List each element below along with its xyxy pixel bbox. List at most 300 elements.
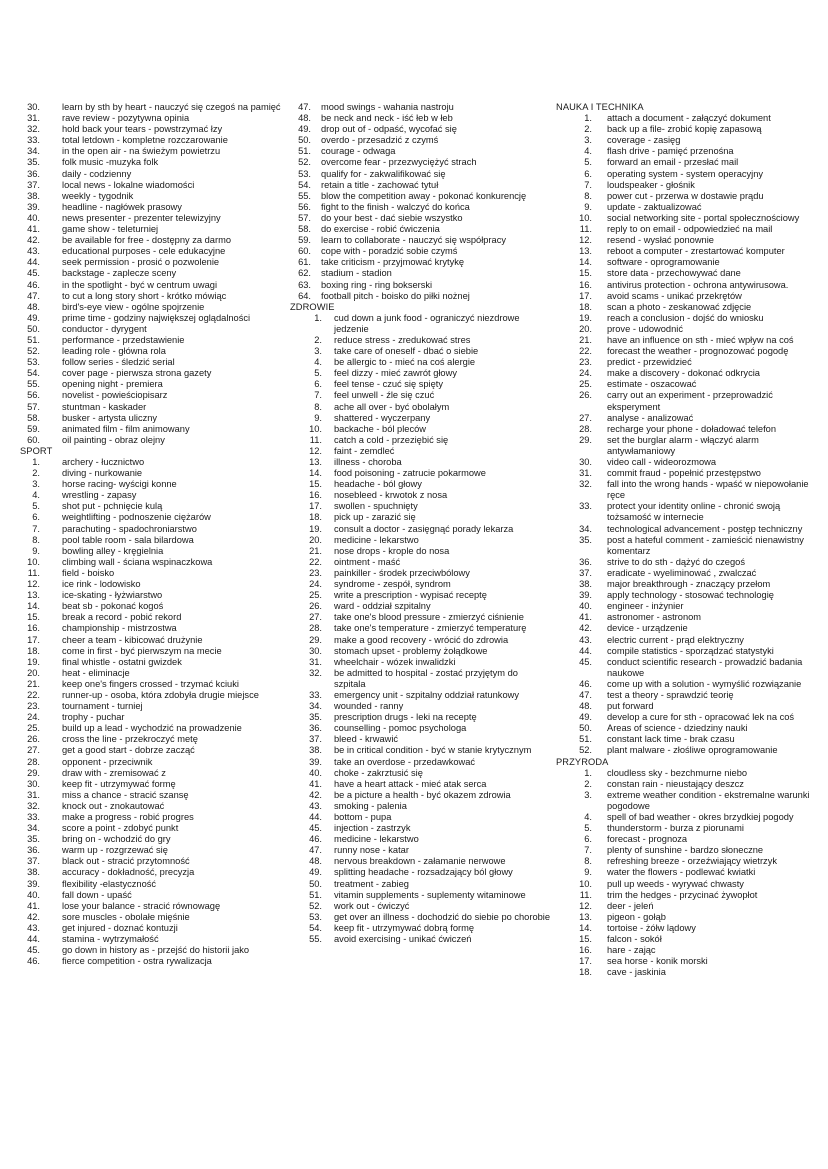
vocab-entry (290, 490, 552, 501)
vocab-entry (290, 834, 552, 845)
entry-number: 51. (309, 889, 322, 900)
entry-text: football pitch - boisko do piłki nożnej (321, 290, 470, 301)
vocab-entry (556, 890, 826, 901)
vocab-section (290, 102, 552, 302)
entry-text: diving - nurkowanie (62, 468, 143, 479)
entry-number: 27. (579, 412, 592, 423)
vocab-entry (20, 490, 288, 501)
entry-text: estimate - oszacować (607, 379, 697, 390)
vocab-entry (290, 823, 552, 834)
vocab-entry (20, 413, 288, 424)
column-1 (20, 102, 288, 967)
vocab-entry (556, 967, 826, 978)
vocab-entry (556, 379, 826, 390)
vocab-entry (290, 191, 552, 202)
entry-text: take one's temperature - zmierzyć temperaturę (334, 623, 527, 634)
entry-text: runner-up - osoba, która zdobyła drugie miejsce (62, 689, 259, 700)
entry-number: 28. (27, 756, 40, 767)
vocab-entry (20, 291, 288, 302)
entry-text: video call - wideorozmowa (607, 457, 717, 467)
entry-number: 12. (579, 900, 592, 911)
vocab-entry (556, 768, 826, 779)
vocab-entry (20, 457, 288, 468)
entry-text: total letdown - kompletne rozczarowanie (62, 135, 228, 146)
vocab-entry (20, 157, 288, 168)
vocab-entry (556, 635, 826, 646)
vocab-entry (556, 945, 826, 956)
entry-number: 35. (27, 834, 40, 845)
vocab-entry (556, 901, 826, 912)
vocab-entry (290, 102, 552, 113)
entry-number: 45. (579, 656, 592, 667)
entry-text: bowling alley - kręgielnia (62, 545, 164, 556)
entry-text: test a theory - sprawdzić teorię (607, 689, 734, 700)
entry-text: ice-skating - łyżwiarstwo (62, 590, 163, 601)
vocab-entry (290, 646, 552, 657)
vocab-entry (556, 246, 826, 257)
entry-text: learn by sth by heart - nauczyć się czegoś na pamięć (62, 102, 281, 112)
entry-text: constan rain - nieustający deszcz (607, 778, 744, 789)
entry-number: 24. (579, 368, 592, 379)
entry-text: in the spotlight - być w centrum uwagi (62, 279, 218, 290)
vocab-entry (556, 734, 826, 745)
entry-text: follow series - śledzić serial (62, 357, 175, 368)
entry-number: 33. (27, 812, 40, 822)
entry-text: oil painting - obraz olejny (62, 434, 165, 445)
vocab-entry (290, 446, 552, 457)
entry-text: resend - wysłać ponownie (607, 235, 714, 246)
vocab-entry (556, 224, 826, 235)
entry-text: opponent - przeciwnik (62, 756, 153, 767)
entry-text: shot put - pchnięcie kulą (62, 501, 163, 512)
entry-number: 14. (579, 257, 592, 268)
vocab-entry (290, 623, 552, 634)
vocab-entry (556, 146, 826, 157)
entry-text: knock out - znokautować (62, 800, 165, 811)
vocab-entry (20, 923, 288, 934)
vocab-entry (290, 723, 552, 734)
entry-number: 52. (579, 745, 592, 756)
entry-number: 30. (27, 102, 40, 112)
entry-text: nosebleed - krwotok z nosa (334, 490, 448, 501)
entry-number: 2. (314, 334, 322, 345)
vocab-entry (290, 867, 552, 878)
vocab-entry (556, 346, 826, 357)
vocab-entry (290, 712, 552, 723)
entry-number: 35. (27, 157, 40, 168)
entry-number: 38. (579, 579, 592, 590)
entry-text: fight to the finish - walczyć do końca (321, 201, 470, 212)
vocab-entry (20, 191, 288, 202)
entry-text: cross the line - przekroczyć metę (62, 734, 198, 745)
entry-number: 62. (298, 268, 311, 279)
vocab-entry (20, 801, 288, 812)
entry-number: 29. (579, 434, 592, 445)
vocab-entry (290, 934, 552, 945)
vocab-entry (290, 790, 552, 801)
vocab-entry (556, 501, 826, 523)
entry-text: leading role - główna rola (62, 346, 166, 357)
vocab-entry (290, 257, 552, 268)
vocab-entry (556, 479, 826, 501)
entry-text: do exercise - robić ćwiczenia (321, 224, 440, 235)
entry-number: 48. (579, 701, 592, 712)
entry-number: 6. (584, 168, 592, 179)
entry-text: fierce competition - ostra rywalizacja (62, 956, 212, 967)
entry-number: 52. (27, 346, 40, 357)
vocab-entry (20, 335, 288, 346)
entry-number: 3. (584, 789, 592, 800)
vocab-entry (290, 501, 552, 512)
vocab-entry (20, 390, 288, 401)
entry-text: nose drops - krople do nosa (334, 545, 450, 556)
entry-text: ward - oddział szpitalny (334, 601, 431, 612)
entry-text: overcome fear - przezwyciężyć strach (321, 157, 477, 168)
entry-text: splitting headache - rozsadzający ból głowy (334, 867, 513, 878)
entry-text: device - urządzenie (607, 623, 688, 634)
entry-text: falcon - sokół (607, 934, 662, 945)
entry-text: get a good start - dobrze zacząć (62, 745, 195, 756)
vocab-entry (290, 801, 552, 812)
vocab-entry (20, 280, 288, 291)
entry-number: 8. (584, 190, 592, 201)
vocab-entry (556, 435, 826, 457)
entry-number: 41. (579, 612, 592, 623)
entry-number: 48. (298, 113, 311, 124)
vocab-entry (20, 723, 288, 734)
entry-text: stomach upset - problemy żołądkowe (334, 645, 488, 656)
entry-text: medicine - lekarstwo (334, 834, 419, 845)
entry-number: 8. (584, 856, 592, 867)
entry-number: 14. (27, 601, 40, 612)
entry-text: forward an email - przesłać mail (607, 157, 739, 168)
vocab-entry (556, 790, 826, 812)
vocab-entry (290, 124, 552, 135)
entry-number: 55. (309, 934, 322, 945)
entry-number: 39. (309, 756, 322, 767)
vocab-entry (20, 524, 288, 535)
entry-number: 17. (579, 290, 592, 301)
entry-number: 7. (314, 390, 322, 401)
vocab-entry (20, 379, 288, 390)
entry-text: painkiller - środek przeciwbólowy (334, 567, 470, 578)
entry-text: archery - łucznictwo (62, 457, 145, 467)
entry-number: 1. (32, 457, 40, 467)
vocab-entry (20, 945, 288, 956)
entry-number: 10. (309, 423, 322, 434)
entry-number: 20. (27, 667, 40, 678)
entry-number: 20. (309, 534, 322, 545)
entry-number: 33. (579, 501, 592, 512)
entry-text: go down in history as - przejść do historii jako (62, 945, 250, 956)
entry-number: 35. (309, 712, 322, 723)
entry-text: bird's-eye view - ogólne spojrzenie (62, 301, 205, 312)
vocab-entry (290, 612, 552, 623)
entry-number: 12. (27, 579, 40, 590)
section-heading: SPORT (20, 445, 53, 456)
entry-text: accuracy - dokładność, precyzja (62, 867, 195, 878)
vocab-entry (556, 324, 826, 335)
section-heading: NAUKA I TECHNIKA (556, 102, 644, 112)
vocab-entry (556, 180, 826, 191)
vocab-entry (290, 535, 552, 546)
entry-text: opening night - premiera (62, 379, 163, 390)
vocab-entry (20, 912, 288, 923)
vocab-entry (290, 390, 552, 401)
vocab-section (20, 102, 288, 446)
entry-text: parachuting - spadochroniarstwo (62, 523, 197, 534)
vocab-entry (556, 457, 826, 468)
entry-text: shattered - wyczerpany (334, 412, 431, 423)
entry-text: score a point - zdobyć punkt (62, 823, 179, 834)
vocab-entry (556, 590, 826, 601)
entry-number: 54. (309, 922, 322, 933)
entry-number: 23. (309, 567, 322, 578)
vocab-entry (556, 302, 826, 313)
vocab-entry (290, 546, 552, 557)
entry-text: come up with a solution - wymyślić rozwiązanie (607, 678, 802, 689)
vocab-entry (556, 135, 826, 146)
entry-text: treatment - zabieg (334, 878, 409, 889)
entry-number: 3. (314, 346, 322, 357)
vocab-entry (290, 524, 552, 535)
entry-number: 6. (314, 379, 322, 390)
entry-text: stamina - wytrzymałość (62, 934, 159, 945)
entry-text: retain a title - zachować tytuł (321, 179, 439, 190)
vocab-entry (20, 124, 288, 135)
entry-text: be a picture a health - być okazem zdrowia (334, 789, 511, 800)
vocab-entry (290, 169, 552, 180)
entry-text: game show - teleturniej (62, 224, 159, 235)
entry-number: 3. (584, 135, 592, 146)
entry-number: 11. (579, 224, 592, 235)
entry-text: do your best - dać siebie wszystko (321, 212, 463, 223)
entry-text: field - boisko (62, 567, 115, 578)
entry-text: animated film - film animowany (62, 423, 190, 434)
entry-text: cheer a team - kibicować drużynie (62, 634, 203, 645)
entry-text: refreshing breeze - orzeźwiający wietrzyk (607, 856, 777, 867)
entry-text: boxing ring - ring bokserski (321, 279, 433, 290)
entry-text: fall down - upaść (62, 889, 132, 900)
entry-text: smoking - palenia (334, 800, 407, 811)
entry-text: apply technology - stosować technologię (607, 590, 774, 601)
entry-text: commit fraud - popełnić przestępstwo (607, 468, 761, 479)
entry-text: trophy - puchar (62, 712, 125, 723)
entry-text: prescription drugs - leki na receptę (334, 712, 477, 723)
entry-number: 22. (27, 689, 40, 700)
entry-text: seek permission - prosić o pozwolenie (62, 257, 220, 268)
vocab-entry (290, 280, 552, 291)
entry-number: 9. (32, 545, 40, 556)
entry-number: 32. (27, 124, 40, 135)
vocab-entry (290, 468, 552, 479)
entry-number: 46. (579, 678, 592, 689)
entry-text: wounded - ranny (334, 701, 404, 712)
entry-text: headline - nagłówek prasowy (62, 201, 182, 212)
vocab-entry (290, 246, 552, 257)
entry-number: 30. (27, 778, 40, 789)
entry-text: take care of oneself - dbać o siebie (334, 346, 479, 357)
vocab-entry (290, 268, 552, 279)
entry-number: 44. (309, 812, 322, 822)
vocab-entry (556, 191, 826, 202)
vocab-entry (20, 180, 288, 191)
entry-text: stadium - stadion (321, 268, 392, 279)
vocab-entry (556, 113, 826, 124)
entry-text: get injured - doznać kontuzji (62, 922, 178, 933)
entry-number: 9. (314, 412, 322, 423)
vocab-entry (290, 368, 552, 379)
entry-text: championship - mistrzostwa (62, 623, 177, 634)
entry-number: 36. (579, 556, 592, 567)
entry-text: catch a cold - przeziębić się (334, 434, 449, 445)
vocab-entry (290, 690, 552, 701)
vocab-entry (20, 879, 288, 890)
vocab-entry (20, 135, 288, 146)
vocab-entry (20, 368, 288, 379)
vocab-entry (20, 313, 288, 324)
vocab-entry (20, 701, 288, 712)
entry-number: 48. (27, 301, 40, 312)
vocab-entry (290, 845, 552, 856)
entry-text: tortoise - żółw lądowy (607, 922, 696, 933)
vocab-entry (556, 213, 826, 224)
vocab-entry (20, 246, 288, 257)
entry-text: cud down a junk food - ograniczyć niezdrowe jedzenie (334, 312, 520, 334)
vocab-entry (290, 901, 552, 912)
entry-text: power cut - przerwa w dostawie prądu (607, 190, 764, 201)
entry-number: 23. (579, 357, 592, 368)
entry-number: 5. (584, 823, 592, 834)
entry-number: 11. (579, 889, 592, 900)
entry-number: 10. (27, 556, 40, 567)
entry-number: 11. (309, 434, 322, 445)
entry-number: 51. (298, 146, 311, 157)
entry-text: make a discovery - dokonać odkrycia (607, 368, 760, 379)
vocab-entry (290, 601, 552, 612)
entry-text: pool table room - sala bilardowa (62, 534, 194, 545)
entry-text: food poisoning - zatrucie pokarmowe (334, 468, 486, 479)
vocab-entry (20, 657, 288, 668)
vocab-entry (290, 291, 552, 302)
entry-text: to cut a long story short - krótko mówiąc (62, 290, 227, 301)
entry-text: social networking site - portal społecznościowy (607, 212, 800, 223)
vocab-entry (20, 712, 288, 723)
entry-number: 56. (298, 201, 311, 212)
vocab-entry (20, 268, 288, 279)
entry-text: ice rink - lodowisko (62, 579, 141, 590)
entry-text: post a hateful comment - zamieścić nienawistny komentarz (607, 534, 804, 556)
entry-text: be admitted to hospital - zostać przyjętym do szpitala (334, 667, 518, 689)
entry-text: qualify for - zakwalifikować się (321, 168, 446, 179)
entry-text: sea horse - konik morski (607, 956, 708, 967)
entry-text: plant malware - złośliwe oprogramowanie (607, 745, 778, 756)
vocab-entry (290, 313, 552, 335)
entry-text: drop out of - odpaść, wycofać się (321, 124, 457, 135)
entry-number: 10. (579, 878, 592, 889)
entry-number: 57. (298, 212, 311, 223)
vocab-entry (20, 169, 288, 180)
entry-text: vitamin supplements - suplementy witaminowe (334, 889, 526, 900)
vocab-entry (20, 768, 288, 779)
vocab-entry (556, 934, 826, 945)
vocab-entry (290, 912, 552, 923)
entry-number: 42. (579, 623, 592, 634)
entry-number: 50. (579, 723, 592, 734)
entry-text: carry out an experiment - przeprowadzić eksperyment (607, 390, 773, 412)
entry-number: 41. (27, 224, 40, 235)
vocab-entry (556, 268, 826, 279)
vocab-entry (290, 734, 552, 745)
vocab-entry (20, 668, 288, 679)
vocab-entry (290, 346, 552, 357)
entry-text: astronomer - astronom (607, 612, 702, 623)
entry-text: horse racing- wyścigi konne (62, 479, 177, 490)
entry-number: 57. (27, 401, 40, 412)
entry-text: recharge your phone - doładować telefon (607, 423, 777, 434)
entry-number: 49. (298, 124, 311, 135)
entry-number: 42. (27, 235, 40, 246)
entry-text: scan a photo - zeskanować zdjęcie (607, 301, 752, 312)
entry-number: 50. (309, 878, 322, 889)
entry-text: software - oprogramowanie (607, 257, 720, 268)
entry-number: 34. (27, 146, 40, 157)
entry-text: busker - artysta uliczny (62, 412, 158, 423)
entry-text: Areas of science - dziedziny nauki (607, 723, 748, 734)
vocab-entry (290, 657, 552, 668)
entry-text: learn to collaborate - nauczyć się współpracy (321, 235, 506, 246)
vocab-entry (20, 745, 288, 756)
entry-text: black out - stracić przytomność (62, 856, 190, 867)
entry-number: 6. (32, 512, 40, 523)
vocab-entry (290, 379, 552, 390)
entry-number: 63. (298, 279, 311, 290)
entry-text: work out - ćwiczyć (334, 900, 410, 911)
entry-number: 26. (309, 601, 322, 612)
entry-text: climbing wall - ściana wspinaczkowa (62, 556, 213, 567)
vocab-entry (290, 879, 552, 890)
entry-text: engineer - inżynier (607, 601, 684, 612)
entry-number: 18. (27, 645, 40, 656)
entry-text: warm up - rozgrzewać się (62, 845, 168, 856)
vocab-entry (556, 468, 826, 479)
vocab-entry (556, 335, 826, 346)
entry-number: 33. (309, 689, 322, 700)
entry-text: bleed - krwawić (334, 734, 399, 745)
vocab-section (556, 757, 826, 979)
entry-number: 25. (27, 723, 40, 734)
entry-number: 14. (579, 922, 592, 933)
vocab-entry (20, 934, 288, 945)
entry-text: bottom - pupa (334, 812, 392, 822)
vocab-section (290, 302, 552, 945)
entry-text: reply to on email - odpowiedzieć na mail (607, 224, 773, 235)
entry-text: take one's blood pressure - zmierzyć ciśnienie (334, 612, 524, 623)
entry-number: 55. (27, 379, 40, 390)
entry-number: 43. (27, 922, 40, 933)
entry-number: 17. (27, 634, 40, 645)
vocab-entry (20, 823, 288, 834)
vocab-entry (556, 657, 826, 679)
vocab-entry (290, 579, 552, 590)
entry-number: 46. (309, 834, 322, 845)
vocab-entry (290, 213, 552, 224)
entry-number: 60. (27, 434, 40, 445)
entry-number: 36. (309, 723, 322, 734)
entry-number: 28. (579, 423, 592, 434)
entry-number: 51. (27, 334, 40, 345)
entry-number: 55. (298, 190, 311, 201)
